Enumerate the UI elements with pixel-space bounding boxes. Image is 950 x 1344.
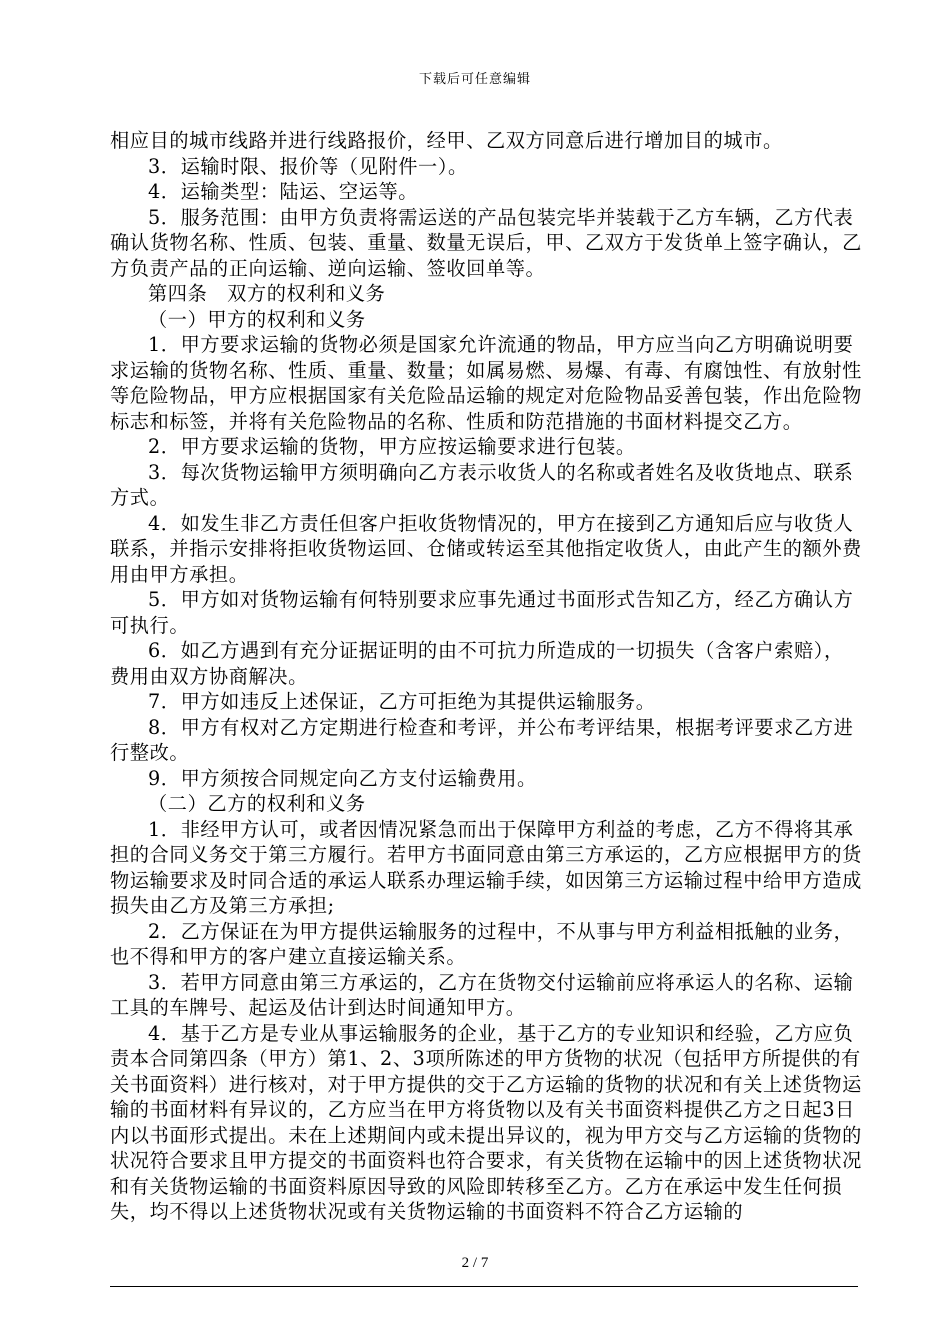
- paragraph: 2．甲方要求运输的货物，甲方应按运输要求进行包装。: [148, 435, 636, 458]
- paragraph: 4．如发生非乙方责任但客户拒收货物情况的，甲方在接到乙方通知后应与收货人联系，并指示安排将拒收货物运回、仓储或转运至其他指定收货人，由此产生的额外费用由甲方承担。: [110, 511, 862, 586]
- paragraph: 6．如乙方遇到有充分证据证明的由不可抗力所造成的一切损失（含客户索赔），费用由双方协商解决。: [110, 639, 844, 688]
- paragraph: 4．基于乙方是专业从事运输服务的企业，基于乙方的专业知识和经验，乙方应负责本合同第四条（甲方）第1、2、3项所陈述的甲方货物的状况（包括甲方所提供的有关书面资料）进行核对，对于甲方提供的交于乙方运输的货物的状况和有关上述货物运输的书面材料有异议的，乙方应当在甲方将货物以及有关书面资料提供乙方之日起3日内以书面形式提出。未在上述期间内或未提出异议的，视为甲方交与乙方运输的货物的状况符合要求且甲方提交的书面资料也符合要求，有关货物在运输中的因上述货物状况和有关货物运输的书面资料原因导致的风险即转移至乙方。乙方在承运中发生任何损失，均不得以上述货物状况或有关货物运输的书面资料不符合乙方运输的: [110, 1021, 862, 1223]
- header-note: 下载后可任意编辑: [418, 72, 531, 87]
- paragraph: 3．若甲方同意由第三方承运的，乙方在货物交付运输前应将承运人的名称、运输工具的车牌号、起运及估计到达时间通知甲方。: [110, 970, 854, 1019]
- section-heading: （二）乙方的权利和义务: [148, 792, 366, 815]
- page-number: 2 / 7: [461, 1255, 489, 1271]
- section-heading: （一）甲方的权利和义务: [148, 307, 366, 331]
- paragraph: 8．甲方有权对乙方定期进行检查和考评，并公布考评结果，根据考评要求乙方进行整改。: [110, 715, 854, 764]
- paragraph: 1．甲方要求运输的货物必须是国家允许流通的物品，甲方应当向乙方明确说明要求运输的货物名称、性质、重量、数量；如属易燃、易爆、有毒、有腐蚀性、有放射性等危险物品，甲方应根据国家有关危险品运输的规定对危险物品妥善包装，作出危险物标志和标签，并将有关危险物品的名称、性质和防范措施的书面材料提交乙方。: [110, 333, 862, 433]
- paragraph: 7．甲方如违反上述保证，乙方可拒绝为其提供运输服务。: [148, 690, 656, 713]
- paragraph: 2．乙方保证在为甲方提供运输服务的过程中，不从事与甲方利益相抵触的业务，也不得和甲方的客户建立直接运输关系。: [110, 919, 854, 968]
- paragraph: 4．运输类型：陆运、空运等。: [148, 180, 419, 203]
- document-body: [110, 128, 862, 1225]
- paragraph: 1．非经甲方认可，或者因情况紧急而出于保障甲方利益的考虑，乙方不得将其承担的合同义务交于第三方履行。若甲方书面同意由第三方承运的，乙方应根据甲方的货物运输要求及时同合适的承运人联系办理运输手续，如因第三方运输过程中给甲方造成损失由乙方及第三方承担;: [110, 817, 862, 917]
- paragraph: 5．甲方如对货物运输有何特别要求应事先通过书面形式告知乙方，经乙方确认方可执行。: [110, 588, 854, 637]
- paragraph: 9．甲方须按合同规定向乙方支付运输费用。: [148, 766, 537, 790]
- paragraph: 3．运输时限、报价等（见附件一）。: [148, 154, 468, 178]
- article-heading: 第四条 双方的权利和义务: [148, 282, 386, 305]
- paragraph: 3．每次货物运输甲方须明确向乙方表示收货人的名称或者姓名及收货地点、联系方式。: [110, 460, 854, 509]
- footer-divider: [110, 1286, 858, 1287]
- paragraph: 5．服务范围：由甲方负责将需运送的产品包装完毕并装载于乙方车辆，乙方代表确认货物名称、性质、包装、重量、数量无误后，甲、乙双方于发货单上签字确认，乙方负责产品的正向运输、逆向运输、签收回单等。: [110, 205, 862, 280]
- paragraph: 相应目的城市线路并进行线路报价，经甲、乙双方同意后进行增加目的城市。: [110, 129, 783, 152]
